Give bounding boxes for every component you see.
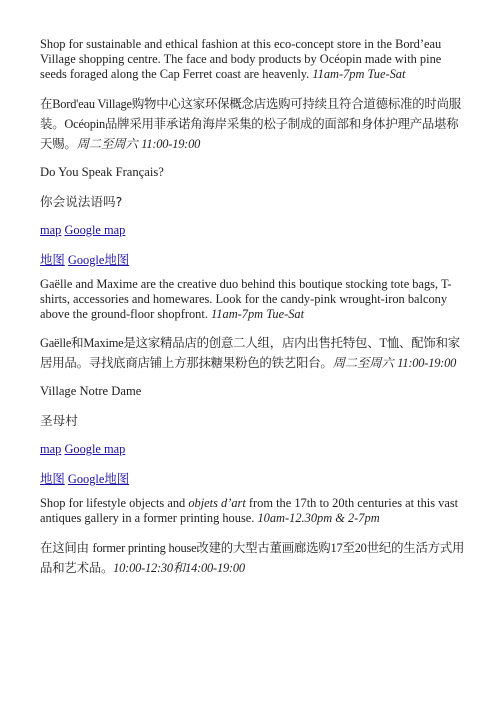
description-text: 在这间由 xyxy=(40,539,93,555)
map-links-en xyxy=(40,442,465,457)
opening-hours-connector: 和 xyxy=(172,559,186,575)
map-link-zh[interactable]: 地图 xyxy=(40,471,65,487)
opening-hours: 11am-7pm Tue-Sat xyxy=(211,307,305,322)
description-text: former printing house xyxy=(92,540,197,555)
description-text: 在 xyxy=(40,95,53,111)
shop-title-en: Do You Speak Français? xyxy=(40,164,164,179)
opening-hours: 10:00-12:30 xyxy=(113,560,173,575)
shop-description-zh xyxy=(40,538,465,578)
shop-description-en xyxy=(40,496,465,526)
map-links-zh xyxy=(40,470,465,488)
map-links-zh xyxy=(40,251,465,269)
description-text: 品牌采用菲承诺角海岸采集的松子制成的面部和身体护理产品堪称天赐。 xyxy=(40,115,459,151)
google-map-link-zh[interactable] xyxy=(68,472,129,486)
description-text: 和 xyxy=(71,335,84,351)
description-text: from the 17th to 20th centuries at this vast antiques gallery in a former printing house. xyxy=(40,496,459,526)
description-text: 20 xyxy=(354,540,367,555)
person-name: Gaëlle xyxy=(40,336,72,351)
google-map-link[interactable]: Google map xyxy=(64,222,126,237)
shop-title-zh: 你会说法语吗? xyxy=(40,193,123,209)
description-text: T xyxy=(379,336,387,351)
google-map-link-label: 地图 xyxy=(104,251,130,267)
article-content xyxy=(40,37,465,589)
shop-description-en xyxy=(40,37,465,83)
google-map-link-label: Google xyxy=(67,252,105,267)
description-text: 是这家精品店的创意二人组，店内出售托特包、 xyxy=(123,335,380,351)
description-text: 恤、配饰和家居用品。寻找底商店铺上方那抹糖果粉色的铁艺阳台。 xyxy=(40,335,460,371)
google-map-link-zh[interactable] xyxy=(68,253,129,267)
opening-days: 周二至周六 xyxy=(76,135,142,151)
shop-description-zh xyxy=(40,333,465,373)
opening-days: 周二至周六 xyxy=(332,355,398,371)
description-text: Shop for lifestyle objects and xyxy=(40,496,189,511)
description-text: Shop for sustainable and ethical fashion at this eco-concept store in the Bord’eau Village shopping centre. The face and body products by Océopin made with pine seeds foraged along the Cap Ferret coast are heavenly. xyxy=(40,37,442,82)
shop-description-zh xyxy=(40,94,465,154)
opening-hours: 14:00-19:00 xyxy=(185,560,245,575)
opening-hours: 11:00-19:00 xyxy=(141,136,201,151)
description-text: 17 xyxy=(330,540,343,555)
description-text: 世纪的生活方式用品和艺术品。 xyxy=(40,539,465,575)
shop-title-en: Village Notre Dame xyxy=(40,384,142,399)
description-emphasis: objets d’art xyxy=(188,496,246,511)
description-text: 至 xyxy=(342,539,355,555)
description-text: 改建的大型古董画廊选购 xyxy=(196,539,331,555)
google-map-link-label: Google xyxy=(67,472,105,487)
brand-name: Océopin xyxy=(64,116,105,131)
shop-description-en xyxy=(40,277,465,323)
map-link[interactable]: map xyxy=(40,442,62,457)
shop-title-zh: 圣母村 xyxy=(40,413,78,429)
opening-hours: 10am-12.30pm & 2-7pm xyxy=(257,511,380,526)
map-link[interactable]: map xyxy=(40,222,62,237)
description-text: 购物中心这家环保概念店选购可持续且符合道德标准的时尚服装。 xyxy=(40,95,461,131)
google-map-link-label: 地图 xyxy=(104,471,130,487)
description-text: Bord'eau Village xyxy=(52,96,132,111)
person-name: Maxime xyxy=(83,336,124,351)
opening-hours: 11am-7pm Tue-Sat xyxy=(312,67,406,82)
opening-hours: 11:00-19:00 xyxy=(397,356,457,371)
google-map-link[interactable]: Google map xyxy=(64,442,126,457)
map-links-en xyxy=(40,223,465,238)
description-text: Gaëlle and Maxime are the creative duo behind this boutique stocking tote bags, T-shirts, accessories and homewares. Look for the candy-pink wrought-iron balcony above the ground-floor shopfront. xyxy=(40,276,452,322)
map-link-zh[interactable]: 地图 xyxy=(40,251,65,267)
